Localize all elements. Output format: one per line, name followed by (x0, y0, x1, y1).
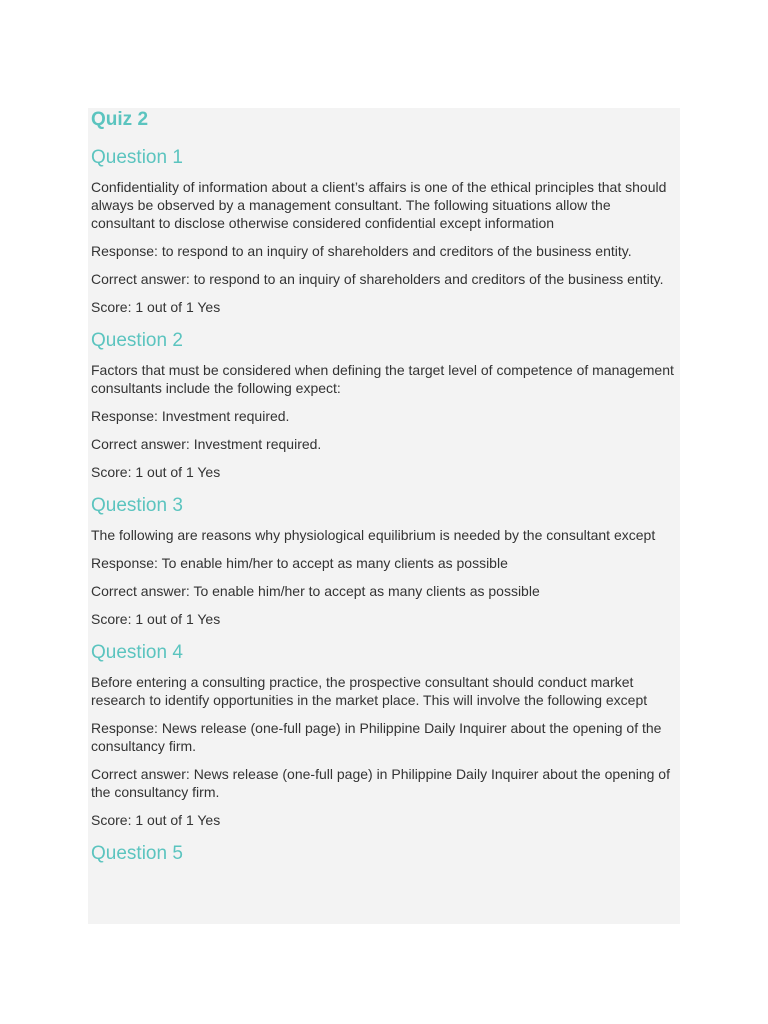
correct-answer-text: Correct answer: to respond to an inquiry of shareholders and creditors of the business entity. (91, 271, 664, 287)
response-text: Response: to respond to an inquiry of shareholders and creditors of the business entity. (91, 243, 632, 259)
question-heading: Question 2 (91, 330, 183, 351)
quiz-content (88, 108, 680, 865)
response-text: Response: Investment required. (91, 408, 290, 424)
score-text: Score: 1 out of 1 Yes (91, 611, 221, 627)
question-block-5 (91, 843, 674, 865)
correct-answer-text: Correct answer: To enable him/her to accept as many clients as possible (91, 583, 540, 599)
question-heading: Question 4 (91, 642, 183, 663)
quiz-panel (88, 108, 680, 924)
response-text: Response: News release (one-full page) in Philippine Daily Inquirer about the opening of the consultancy firm. (91, 720, 662, 754)
response-text: Response: To enable him/her to accept as many clients as possible (91, 555, 508, 571)
question-prompt: The following are reasons why physiological equilibrium is needed by the consultant except (91, 527, 656, 543)
question-block-4 (91, 642, 674, 829)
question-heading: Question 3 (91, 495, 183, 516)
question-block-3 (91, 495, 674, 628)
question-prompt: Factors that must be considered when defining the target level of competence of management consultants include the following expect: (91, 362, 674, 396)
correct-answer-text: Correct answer: News release (one-full page) in Philippine Daily Inquirer about the opening of the consultancy firm. (91, 766, 670, 800)
question-block-1 (91, 147, 674, 316)
question-heading: Question 1 (91, 147, 183, 168)
score-text: Score: 1 out of 1 Yes (91, 464, 221, 480)
score-text: Score: 1 out of 1 Yes (91, 299, 221, 315)
question-prompt: Before entering a consulting practice, the prospective consultant should conduct market research to identify opportunities in the market place. This will involve the following except (91, 674, 648, 708)
quiz-title: Quiz 2 (91, 109, 149, 130)
question-prompt: Confidentiality of information about a client’s affairs is one of the ethical principles that should always be observed by a management consultant. The following situations allow the consultant to disclose otherwise considered confidential except information (91, 179, 667, 231)
question-heading: Question 5 (91, 843, 183, 864)
correct-answer-text: Correct answer: Investment required. (91, 436, 322, 452)
score-text: Score: 1 out of 1 Yes (91, 812, 221, 828)
question-block-2 (91, 330, 674, 481)
